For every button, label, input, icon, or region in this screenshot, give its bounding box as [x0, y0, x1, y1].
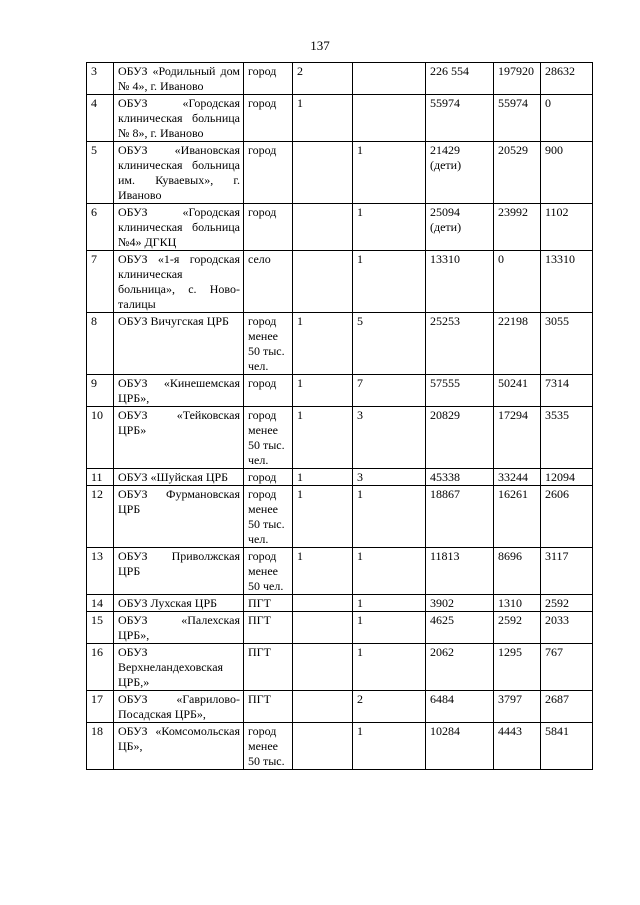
value-1-cell: 1295 [494, 644, 541, 691]
institution-name-cell: ОБУЗ Вичугская ЦРБ [114, 313, 244, 375]
institution-name-cell: ОБУЗ «Родильный дом № 4», г. Иваново [114, 63, 244, 95]
count-1-cell [293, 644, 353, 691]
count-2-cell: 1 [353, 486, 426, 548]
row-number-cell: 12 [87, 486, 114, 548]
settlement-type-cell: город [244, 63, 293, 95]
hospital-table [86, 62, 593, 770]
count-2-cell: 1 [353, 251, 426, 313]
row-number-cell: 7 [87, 251, 114, 313]
count-1-cell: 1 [293, 313, 353, 375]
settlement-type-cell: ПГТ [244, 612, 293, 644]
row-number-cell: 14 [87, 595, 114, 612]
value-1-cell: 33244 [494, 469, 541, 486]
total-cell: 25094 (дети) [426, 204, 494, 251]
value-1-cell: 17294 [494, 407, 541, 469]
value-1-cell: 22198 [494, 313, 541, 375]
institution-name-cell: ОБУЗ «Городская клиническая больница № 8», г. Иваново [114, 95, 244, 142]
total-cell: 25253 [426, 313, 494, 375]
table-row [87, 251, 593, 313]
count-2-cell: 1 [353, 644, 426, 691]
institution-name-cell: ОБУЗ «Кинешемская ЦРБ», [114, 375, 244, 407]
row-number-cell: 11 [87, 469, 114, 486]
count-1-cell: 2 [293, 63, 353, 95]
value-2-cell: 900 [541, 142, 593, 204]
settlement-type-cell: ПГТ [244, 691, 293, 723]
institution-name-cell: ОБУЗ «Шуйская ЦРБ [114, 469, 244, 486]
row-number-cell: 4 [87, 95, 114, 142]
count-2-cell: 2 [353, 691, 426, 723]
value-1-cell: 55974 [494, 95, 541, 142]
total-cell: 18867 [426, 486, 494, 548]
count-1-cell [293, 142, 353, 204]
table-row [87, 595, 593, 612]
count-2-cell: 1 [353, 595, 426, 612]
total-cell: 226 554 [426, 63, 494, 95]
count-2-cell: 3 [353, 469, 426, 486]
settlement-type-cell: город [244, 95, 293, 142]
count-1-cell: 1 [293, 469, 353, 486]
table-row [87, 469, 593, 486]
institution-name-cell: ОБУЗ «Тейковская ЦРБ» [114, 407, 244, 469]
table-row [87, 691, 593, 723]
settlement-type-cell: город менее 50 тыс. чел. [244, 407, 293, 469]
total-cell: 21429 (дети) [426, 142, 494, 204]
value-2-cell: 3117 [541, 548, 593, 595]
institution-name-cell: ОБУЗ Лухская ЦРБ [114, 595, 244, 612]
value-2-cell: 2606 [541, 486, 593, 548]
table-row [87, 204, 593, 251]
settlement-type-cell: город менее 50 тыс. чел. [244, 313, 293, 375]
settlement-type-cell: город [244, 469, 293, 486]
total-cell: 45338 [426, 469, 494, 486]
settlement-type-cell: город [244, 142, 293, 204]
row-number-cell: 16 [87, 644, 114, 691]
value-1-cell: 197920 [494, 63, 541, 95]
total-cell: 2062 [426, 644, 494, 691]
value-2-cell: 0 [541, 95, 593, 142]
value-1-cell: 1310 [494, 595, 541, 612]
count-2-cell: 1 [353, 142, 426, 204]
value-2-cell: 2687 [541, 691, 593, 723]
count-1-cell [293, 723, 353, 770]
value-1-cell: 4443 [494, 723, 541, 770]
value-2-cell: 28632 [541, 63, 593, 95]
count-1-cell [293, 691, 353, 723]
value-2-cell: 767 [541, 644, 593, 691]
institution-name-cell: ОБУЗ «Городская клиническая больница №4» ДГКЦ [114, 204, 244, 251]
count-2-cell: 1 [353, 723, 426, 770]
value-1-cell: 2592 [494, 612, 541, 644]
count-2-cell [353, 95, 426, 142]
count-1-cell [293, 251, 353, 313]
table-row [87, 548, 593, 595]
count-2-cell: 3 [353, 407, 426, 469]
institution-name-cell: ОБУЗ Фурмановская ЦРБ [114, 486, 244, 548]
table-row [87, 407, 593, 469]
row-number-cell: 10 [87, 407, 114, 469]
row-number-cell: 13 [87, 548, 114, 595]
row-number-cell: 15 [87, 612, 114, 644]
row-number-cell: 5 [87, 142, 114, 204]
count-2-cell: 7 [353, 375, 426, 407]
count-2-cell: 1 [353, 548, 426, 595]
value-1-cell: 50241 [494, 375, 541, 407]
count-1-cell: 1 [293, 95, 353, 142]
total-cell: 20829 [426, 407, 494, 469]
settlement-type-cell: ПГТ [244, 644, 293, 691]
total-cell: 4625 [426, 612, 494, 644]
table-row [87, 644, 593, 691]
value-2-cell: 7314 [541, 375, 593, 407]
settlement-type-cell: ПГТ [244, 595, 293, 612]
count-1-cell: 1 [293, 407, 353, 469]
page-number: 137 [310, 38, 330, 53]
value-2-cell: 2592 [541, 595, 593, 612]
row-number-cell: 3 [87, 63, 114, 95]
row-number-cell: 18 [87, 723, 114, 770]
table-row [87, 63, 593, 95]
row-number-cell: 9 [87, 375, 114, 407]
value-2-cell: 1102 [541, 204, 593, 251]
institution-name-cell: ОБУЗ «Палехская ЦРБ», [114, 612, 244, 644]
settlement-type-cell: город менее 50 тыс. [244, 723, 293, 770]
table-row [87, 486, 593, 548]
institution-name-cell: ОБУЗ «1-я городская клиническая больница», с. Ново-талицы [114, 251, 244, 313]
table-row [87, 95, 593, 142]
table-row [87, 313, 593, 375]
institution-name-cell: ОБУЗ Приволжская ЦРБ [114, 548, 244, 595]
value-2-cell: 3535 [541, 407, 593, 469]
table-row [87, 612, 593, 644]
total-cell: 6484 [426, 691, 494, 723]
value-1-cell: 23992 [494, 204, 541, 251]
total-cell: 3902 [426, 595, 494, 612]
count-1-cell [293, 595, 353, 612]
row-number-cell: 17 [87, 691, 114, 723]
total-cell: 55974 [426, 95, 494, 142]
count-1-cell [293, 612, 353, 644]
table-row [87, 723, 593, 770]
count-2-cell: 5 [353, 313, 426, 375]
value-2-cell: 12094 [541, 469, 593, 486]
settlement-type-cell: город [244, 204, 293, 251]
total-cell: 11813 [426, 548, 494, 595]
value-1-cell: 20529 [494, 142, 541, 204]
value-1-cell: 16261 [494, 486, 541, 548]
count-1-cell: 1 [293, 548, 353, 595]
table-row [87, 142, 593, 204]
settlement-type-cell: город менее 50 тыс. чел. [244, 486, 293, 548]
table-body [87, 63, 593, 770]
institution-name-cell: ОБУЗ «Комсомольская ЦБ», [114, 723, 244, 770]
total-cell: 13310 [426, 251, 494, 313]
value-1-cell: 8696 [494, 548, 541, 595]
count-1-cell [293, 204, 353, 251]
settlement-type-cell: город [244, 375, 293, 407]
value-2-cell: 5841 [541, 723, 593, 770]
count-2-cell: 1 [353, 204, 426, 251]
count-1-cell: 1 [293, 486, 353, 548]
institution-name-cell: ОБУЗ Верхнеландеховская ЦРБ,» [114, 644, 244, 691]
count-1-cell: 1 [293, 375, 353, 407]
value-2-cell: 3055 [541, 313, 593, 375]
value-1-cell: 0 [494, 251, 541, 313]
settlement-type-cell: город менее 50 чел. [244, 548, 293, 595]
count-2-cell [353, 63, 426, 95]
count-2-cell: 1 [353, 612, 426, 644]
institution-name-cell: ОБУЗ «Гаврилово-Посадская ЦРБ», [114, 691, 244, 723]
row-number-cell: 8 [87, 313, 114, 375]
table-row [87, 375, 593, 407]
settlement-type-cell: село [244, 251, 293, 313]
row-number-cell: 6 [87, 204, 114, 251]
total-cell: 10284 [426, 723, 494, 770]
institution-name-cell: ОБУЗ «Ивановская клиническая больница им. Куваевых», г. Иваново [114, 142, 244, 204]
value-1-cell: 3797 [494, 691, 541, 723]
total-cell: 57555 [426, 375, 494, 407]
value-2-cell: 2033 [541, 612, 593, 644]
value-2-cell: 13310 [541, 251, 593, 313]
